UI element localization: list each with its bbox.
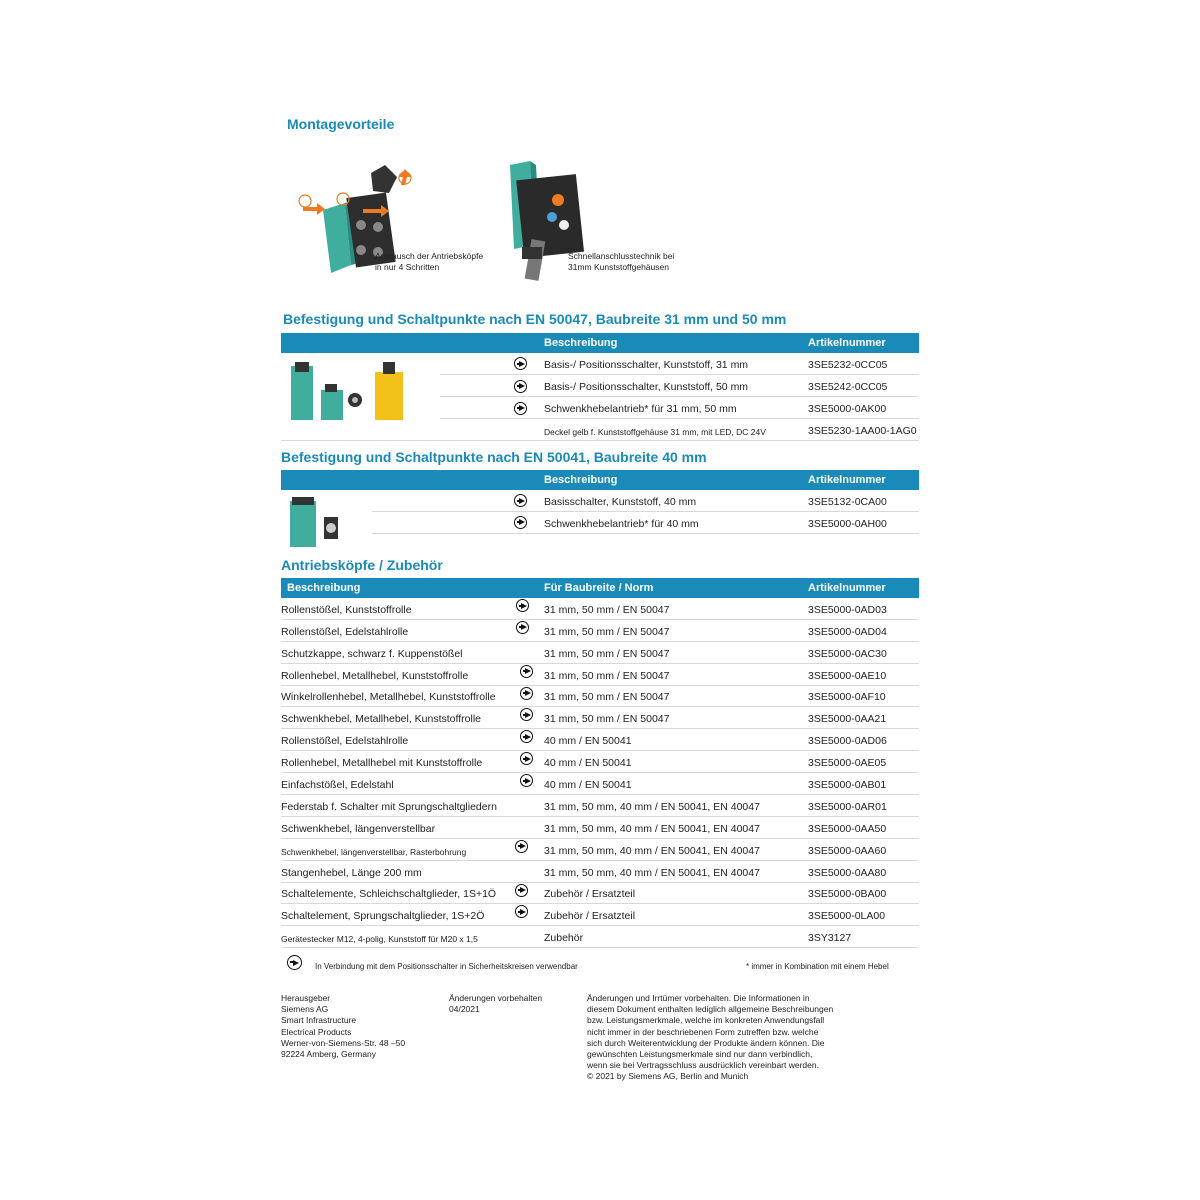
row-norm: 31 mm, 50 mm, 40 mm / EN 50041, EN 40047: [544, 822, 760, 835]
safety-arrow-icon: [287, 955, 302, 970]
footer-line: Electrical Products: [281, 1026, 352, 1037]
safety-arrow-icon: [514, 357, 527, 370]
safety-arrow-icon: [520, 730, 533, 743]
row-description: Basis-/ Positionsschalter, Kunststoff, 50 mm: [544, 380, 749, 393]
row-article-number: 3SE5000-0AC30: [808, 647, 887, 660]
row-norm: 31 mm, 50 mm / EN 50047: [544, 647, 670, 660]
footer-line: Änderungen vorbehalten: [449, 993, 543, 1003]
switch-product-image: [289, 360, 407, 422]
table-row: [372, 512, 919, 534]
row-article-number: 3SE5242-0CC05: [808, 380, 888, 393]
safety-arrow-icon: [514, 380, 527, 393]
row-description: Schwenkhebelantrieb* für 40 mm: [544, 517, 699, 530]
caption-line: Schnellanschlusstechnik bei: [568, 251, 675, 261]
row-description: Winkelrollenhebel, Metallhebel, Kunststoffrolle: [281, 691, 496, 704]
row-article-number: 3SE5000-0AE05: [808, 757, 887, 770]
row-norm: Zubehör / Ersatzteil: [544, 910, 636, 923]
caption-line: Austausch der Antriebsköpfe: [375, 251, 484, 261]
accessory-rows: [281, 598, 919, 948]
table-row: [281, 707, 919, 729]
table-row: [281, 904, 919, 926]
section1-title: Befestigung und Schaltpunkte nach EN 50047, Baubreite 31 mm und 50 mm: [283, 311, 787, 327]
legend-arrow: In Verbindung mit dem Positionsschalter in Sicherheitskreisen verwendbar: [315, 962, 578, 971]
caption-line: in nur 4 Schritten: [375, 262, 440, 272]
row-description: Deckel gelb f. Kunststoffgehäuse 31 mm, mit LED, DC 24V: [544, 426, 766, 437]
table-row: [281, 773, 919, 795]
legend-star: * immer in Kombination mit einem Hebel: [746, 962, 889, 971]
safety-arrow-icon: [515, 840, 528, 853]
table-row: [281, 926, 919, 948]
footer-line: wenn sie bei Vertragsschluss ausdrücklich vereinbart werden.: [587, 1060, 819, 1071]
safety-arrow-icon: [515, 884, 528, 897]
header-description: Beschreibung: [287, 582, 361, 594]
footer-line: diesem Dokument enthalten lediglich allgemeine Beschreibungen: [587, 1004, 834, 1015]
table-row: [281, 883, 919, 905]
row-norm: 31 mm, 50 mm / EN 50047: [544, 603, 670, 616]
footer-line: gewünschten Leistungsmerkmale sind nur dann verbindlich,: [587, 1049, 813, 1060]
safety-arrow-icon: [514, 494, 527, 507]
safety-arrow-icon: [514, 402, 527, 415]
changes-block: [449, 993, 542, 1015]
row-article-number: 3SE5000-0AF10: [808, 691, 886, 704]
header-article-number: Artikelnummer: [808, 582, 886, 594]
row-norm: 40 mm / EN 50041: [544, 735, 632, 748]
row-description: Schwenkhebel, Metallhebel, Kunststoffrolle: [281, 713, 482, 726]
row-norm: 31 mm, 50 mm / EN 50047: [544, 625, 670, 638]
safety-arrow-icon: [520, 708, 533, 721]
table-header: [281, 578, 919, 598]
footer-line: Siemens AG: [281, 1004, 329, 1015]
row-norm: 31 mm, 50 mm / EN 50047: [544, 669, 670, 682]
row-norm: 31 mm, 50 mm, 40 mm / EN 50041, EN 40047: [544, 844, 760, 857]
safety-arrow-icon: [516, 621, 529, 634]
montage-title: Montagevorteile: [287, 116, 395, 132]
row-norm: Zubehör: [544, 932, 584, 945]
row-description: Schaltelement, Sprungschaltglieder, 1S+2Ö: [281, 910, 485, 923]
section3-table: [281, 578, 919, 948]
safety-arrow-icon: [520, 774, 533, 787]
footer-line: Änderungen und Irrtümer vorbehalten. Die Informationen in: [587, 993, 810, 1003]
safety-arrow-icon: [515, 905, 528, 918]
row-description: Schaltelemente, Schleichschaltglieder, 1S+1Ö: [281, 888, 497, 901]
row-description: Schutzkappe, schwarz f. Kuppenstößel: [281, 647, 463, 660]
montage-caption-left: [375, 251, 483, 273]
row-description: Basis-/ Positionsschalter, Kunststoff, 31 mm: [544, 358, 749, 371]
row-norm: 31 mm, 50 mm, 40 mm / EN 50041, EN 40047: [544, 866, 760, 879]
table-header: [281, 470, 919, 490]
switch-40mm-image: [288, 497, 350, 549]
footer-line: Smart Infrastructure: [281, 1015, 357, 1026]
row-norm: 31 mm, 50 mm, 40 mm / EN 50041, EN 40047: [544, 800, 760, 813]
row-description: Rollenhebel, Metallhebel, Kunststoffrolle: [281, 669, 469, 682]
row-description: Gerätestecker M12, 4-polig, Kunststoff für M20 x 1,5: [281, 934, 478, 945]
safety-arrow-icon: [514, 516, 527, 529]
row-description: Rollenstößel, Kunststoffrolle: [281, 603, 412, 616]
table-row: [281, 839, 919, 861]
footer-line: Werner-von-Siemens-Str. 48 –50: [281, 1037, 406, 1048]
table-row: [281, 795, 919, 817]
header-article-number: Artikelnummer: [808, 337, 886, 349]
table-row: [281, 729, 919, 751]
row-article-number: 3SE5132-0CA00: [808, 495, 887, 508]
row-article-number: 3SE5000-0BA00: [808, 888, 887, 901]
table-row: [281, 751, 919, 773]
safety-arrow-icon: [516, 599, 529, 612]
footer-line: bzw. Leistungsmerkmale, welche im konkreten Anwendungsfall: [587, 1015, 825, 1026]
footer-line: © 2021 by Siemens AG, Berlin and Munich: [587, 1071, 749, 1082]
footer-line: 04/2021: [449, 1004, 480, 1015]
table-row: [281, 861, 919, 883]
table-row: [281, 598, 919, 620]
row-article-number: 3SE5000-0AA60: [808, 844, 887, 857]
row-article-number: 3SE5000-0AA21: [808, 713, 887, 726]
section3-title: Antriebsköpfe / Zubehör: [281, 557, 443, 573]
footer-line: Herausgeber: [281, 993, 331, 1003]
caption-line: 31mm Kunststoffgehäusen: [568, 262, 669, 272]
row-article-number: 3SE5000-0AH00: [808, 517, 887, 530]
table-row: [281, 686, 919, 708]
header-norm: Für Baubreite / Norm: [544, 582, 654, 594]
row-article-number: 3SE5230-1AA00-1AG0: [808, 424, 917, 437]
publisher-block: [281, 993, 405, 1060]
row-article-number: 3SY3127: [808, 932, 852, 945]
safety-arrow-icon: [520, 687, 533, 700]
section2-title: Befestigung und Schaltpunkte nach EN 50041, Baubreite 40 mm: [281, 449, 707, 465]
row-norm: 31 mm, 50 mm / EN 50047: [544, 691, 670, 704]
row-article-number: 3SE5000-0AB01: [808, 779, 887, 792]
row-norm: 31 mm, 50 mm / EN 50047: [544, 713, 670, 726]
row-article-number: 3SE5000-0AK00: [808, 402, 887, 415]
montage-caption-right: [568, 251, 674, 273]
row-description: Schwenkhebelantrieb* für 31 mm, 50 mm: [544, 402, 737, 415]
table-row: [281, 817, 919, 839]
row-description: Rollenstößel, Edelstahlrolle: [281, 735, 409, 748]
row-article-number: 3SE5000-0AE10: [808, 669, 887, 682]
row-description: Schwenkhebel, längenverstellbar: [281, 822, 436, 835]
row-article-number: 3SE5000-0LA00: [808, 910, 886, 923]
row-description: Rollenstößel, Edelstahlrolle: [281, 625, 409, 638]
row-norm: 40 mm / EN 50041: [544, 779, 632, 792]
safety-arrow-icon: [520, 665, 533, 678]
header-description: Beschreibung: [544, 474, 618, 486]
row-article-number: 3SE5000-0AA50: [808, 822, 887, 835]
footer-line: nicht immer in der beschriebenen Form zutreffen bzw. welche: [587, 1026, 819, 1037]
header-article-number: Artikelnummer: [808, 474, 886, 486]
row-norm: Zubehör / Ersatzteil: [544, 888, 636, 901]
row-description: Federstab f. Schalter mit Sprungschaltgliedern: [281, 800, 497, 813]
section2-table: [281, 470, 919, 534]
table-row: [281, 642, 919, 664]
footer-line: sich durch Weiterentwicklung der Produkte ändern können. Die: [587, 1037, 825, 1048]
row-article-number: 3SE5000-0AD04: [808, 625, 887, 638]
row-norm: 40 mm / EN 50041: [544, 757, 632, 770]
table-row: [440, 353, 919, 375]
row-description: Einfachstößel, Edelstahl: [281, 779, 394, 792]
row-description: Basisschalter, Kunststoff, 40 mm: [544, 495, 697, 508]
table-row: [372, 490, 919, 512]
disclaimer-block: [587, 993, 833, 1083]
table-row: [440, 375, 919, 397]
table-row: [281, 620, 919, 642]
row-description: Stangenhebel, Länge 200 mm: [281, 866, 422, 879]
header-description: Beschreibung: [544, 337, 618, 349]
row-article-number: 3SE5000-0AD03: [808, 603, 887, 616]
footer-line: 92224 Amberg, Germany: [281, 1049, 376, 1060]
row-article-number: 3SE5232-0CC05: [808, 358, 888, 371]
row-description: Schwenkhebel, längenverstellbar, Rasterbohrung: [281, 846, 467, 857]
row-article-number: 3SE5000-0AD06: [808, 735, 887, 748]
table-row: [440, 397, 919, 419]
table-header: [281, 333, 919, 353]
row-description: Rollenhebel, Metallhebel mit Kunststoffrolle: [281, 757, 483, 770]
safety-arrow-icon: [520, 752, 533, 765]
row-article-number: 3SE5000-0AA80: [808, 866, 887, 879]
row-article-number: 3SE5000-0AR01: [808, 800, 887, 813]
table-row: [281, 664, 919, 686]
